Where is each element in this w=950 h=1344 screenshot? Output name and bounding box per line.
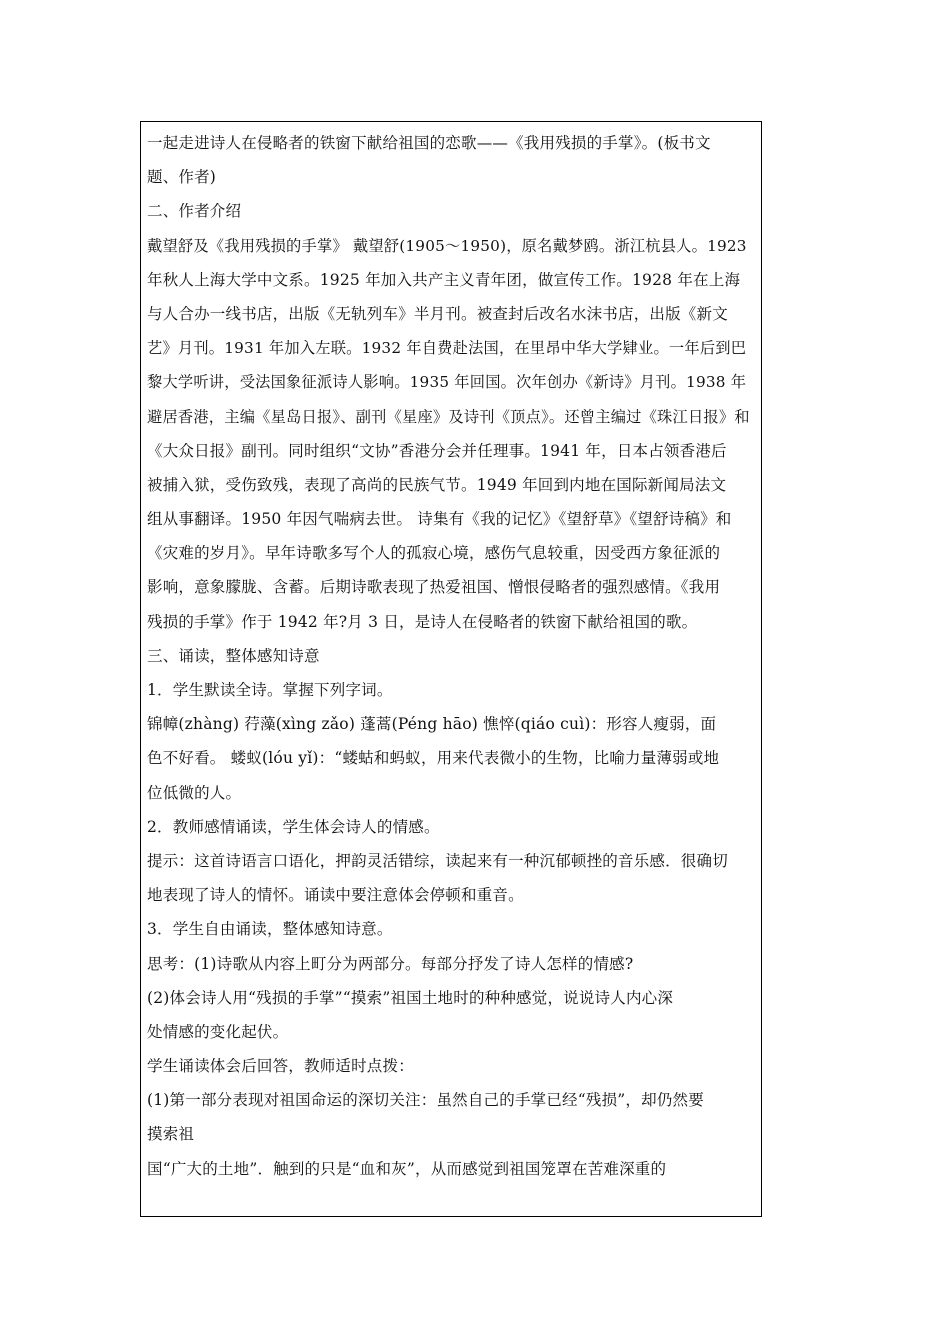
text-line: 思考：(1)诗歌从内容上町分为两部分。每部分抒发了诗人怎样的情感?: [147, 954, 634, 973]
section-heading: 三、诵读，整体感知诗意: [147, 646, 320, 665]
text-line: 《大众日报》副刊。同时组织“文协”香港分会并任理事。1941 年，日本占领香港后: [147, 441, 727, 460]
text-line: 避居香港，主编《星岛日报》、副刊《星座》及诗刊《顶点》。还曾主编过《珠江日报》和: [147, 407, 750, 426]
text-line: 《灾难的岁月》。早年诗歌多写个人的孤寂心境，感伤气息较重，因受西方象征派的: [147, 544, 721, 563]
text-line: 艺》月刊。1931 年加入左联。1932 年自费赴法国，在里昂中华大学肄业。一年后到巴: [147, 339, 747, 358]
text-line: 摸索祖: [147, 1125, 195, 1144]
text-line: (2)体会诗人用“残损的手掌”“摸索”祖国土地时的种种感觉，说说诗人内心深: [147, 988, 674, 1007]
text-line: 年秋人上海大学中文系。1925 年加入共产主义青年团，做宣传工作。1928 年在上海: [147, 270, 741, 289]
text-line: 戴望舒及《我用残损的手掌》 戴望舒(1905～1950)，原名戴梦鸥。浙江杭县人。1923: [147, 236, 747, 255]
text-line: 题、作者): [147, 168, 217, 187]
text-line: 一起走进诗人在侵略者的铁窗下献给祖国的恋歌——《我用残损的手掌》。(板书文: [147, 134, 711, 152]
section-heading: 二、作者介绍: [147, 202, 242, 221]
text-line: 2．教师感情诵读，学生体会诗人的情感。: [147, 817, 440, 836]
text-line: 学生诵读体会后回答，教师适时点拨：: [147, 1057, 414, 1076]
text-line: 1．学生默读全诗。掌握下列字词。: [147, 681, 393, 699]
text-line: 位低微的人。: [147, 783, 242, 802]
text-line: 与人合办一线书店，出版《无轨列车》半月刊。被查封后改名水沫书店，出版《新文: [147, 304, 728, 323]
text-line: (1)第一部分表现对祖国命运的深切关注：虽然自己的手掌已经“残损”，却仍然要: [147, 1091, 704, 1110]
text-line: 组从事翻译。1950 年因气喘病去世。 诗集有《我的记忆》《望舒草》《望舒诗稿》和: [147, 510, 732, 529]
text-line: 锦幛(zhàng) 荇藻(xìng zǎo) 蓬蒿(Péng hāo) 憔悴(qiáo cuì)：形容人瘦弱，面: [147, 715, 717, 734]
text-line: 影响，意象朦胧、含蓄。后期诗歌表现了热爱祖国、憎恨侵略者的强烈感情。《我用: [147, 578, 721, 597]
document-table-cell: [140, 121, 762, 1217]
text-line: 色不好看。 蝼蚁(lóu yǐ)：“蝼蛄和蚂蚁，用来代表微小的生物，比喻力量薄弱或地: [147, 749, 720, 768]
text-line: 处情感的变化起伏。: [147, 1022, 289, 1041]
text-line: 残损的手掌》作于 1942 年?月 3 日，是诗人在侵略者的铁窗下献给祖国的歌。: [147, 612, 698, 631]
text-line: 3．学生自由诵读，整体感知诗意。: [147, 920, 393, 939]
document-body: [147, 126, 755, 1186]
text-line: 被捕入狱，受伤致残，表现了高尚的民族气节。1949 年回到内地在国际新闻局法文: [147, 475, 727, 494]
text-line: 提示：这首诗语言口语化，押韵灵活错综，读起来有一种沉郁顿挫的音乐感．很确切: [147, 851, 728, 870]
text-line: 黎大学听讲，受法国象征派诗人影响。1935 年回国。次年创办《新诗》月刊。1938 年: [147, 373, 747, 392]
text-line: 地表现了诗人的情怀。诵读中要注意体会停顿和重音。: [147, 886, 524, 905]
text-line: 国“广大的土地”．触到的只是“血和灰”，从而感觉到祖国笼罩在苦难深重的: [147, 1159, 667, 1178]
